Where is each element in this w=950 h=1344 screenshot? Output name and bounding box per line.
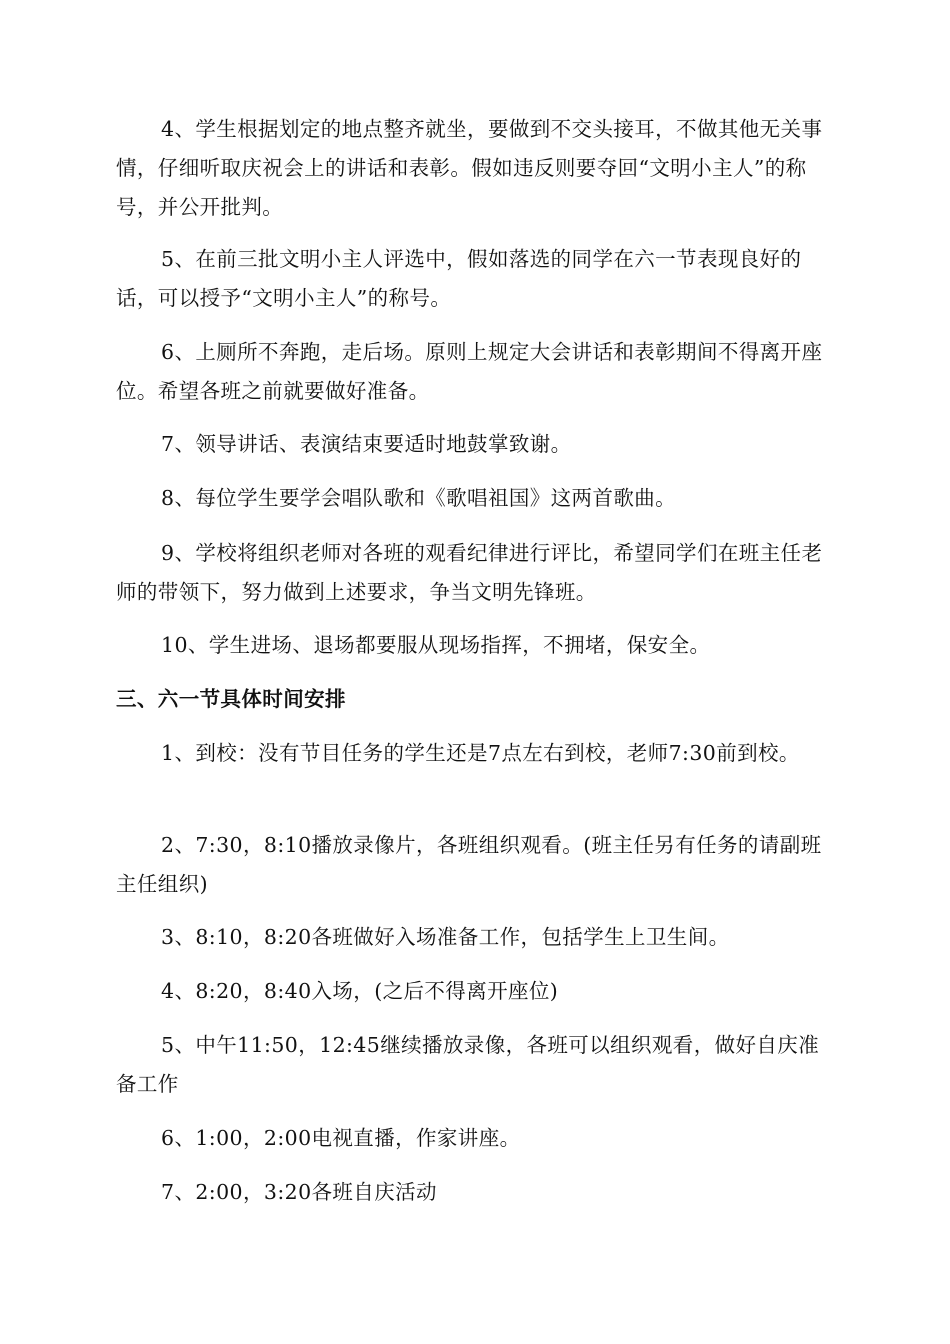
schedule-item-6: 6、1:00，2:00电视直播，作家讲座。 (161, 1126, 521, 1150)
schedule-item-7: 7、2:00，3:20各班自庆活动 (161, 1180, 437, 1204)
schedule-item-1: 1、到校：没有节目任务的学生还是7点左右到校，老师7:30前到校。 (161, 741, 800, 765)
rule-6: 6、上厕所不奔跑，走后场。原则上规定大会讲话和表彰期间不得离开座位。希望各班之前就要做好准备。 (116, 340, 823, 403)
section-heading: 三、六一节具体时间安排 (116, 687, 346, 711)
rule-10: 10、学生进场、退场都要服从现场指挥，不拥堵，保安全。 (161, 633, 711, 657)
rule-7: 7、领导讲话、表演结束要适时地鼓掌致谢。 (161, 432, 572, 456)
schedule-item-5: 5、中午11:50，12:45继续播放录像，各班可以组织观看，做好自庆准备工作 (116, 1033, 820, 1096)
rule-5: 5、在前三批文明小主人评选中，假如落选的同学在六一节表现良好的话，可以授予“文明小主人”的称号。 (116, 247, 802, 310)
rule-9: 9、学校将组织老师对各班的观看纪律进行评比，希望同学们在班主任老师的带领下，努力做到上述要求，争当文明先锋班。 (116, 541, 823, 604)
schedule-item-2: 2、7:30，8:10播放录像片，各班组织观看。(班主任另有任务的请副班主任组织) (116, 833, 822, 896)
schedule-item-3: 3、8:10，8:20各班做好入场准备工作，包括学生上卫生间。 (161, 925, 730, 949)
rule-8: 8、每位学生要学会唱队歌和《歌唱祖国》这两首歌曲。 (161, 486, 677, 510)
schedule-item-4: 4、8:20，8:40入场，(之后不得离开座位) (161, 979, 559, 1003)
rule-4: 4、学生根据划定的地点整齐就坐，要做到不交头接耳，不做其他无关事情，仔细听取庆祝会上的讲话和表彰。假如违反则要夺回“文明小主人”的称号，并公开批判。 (116, 117, 823, 219)
